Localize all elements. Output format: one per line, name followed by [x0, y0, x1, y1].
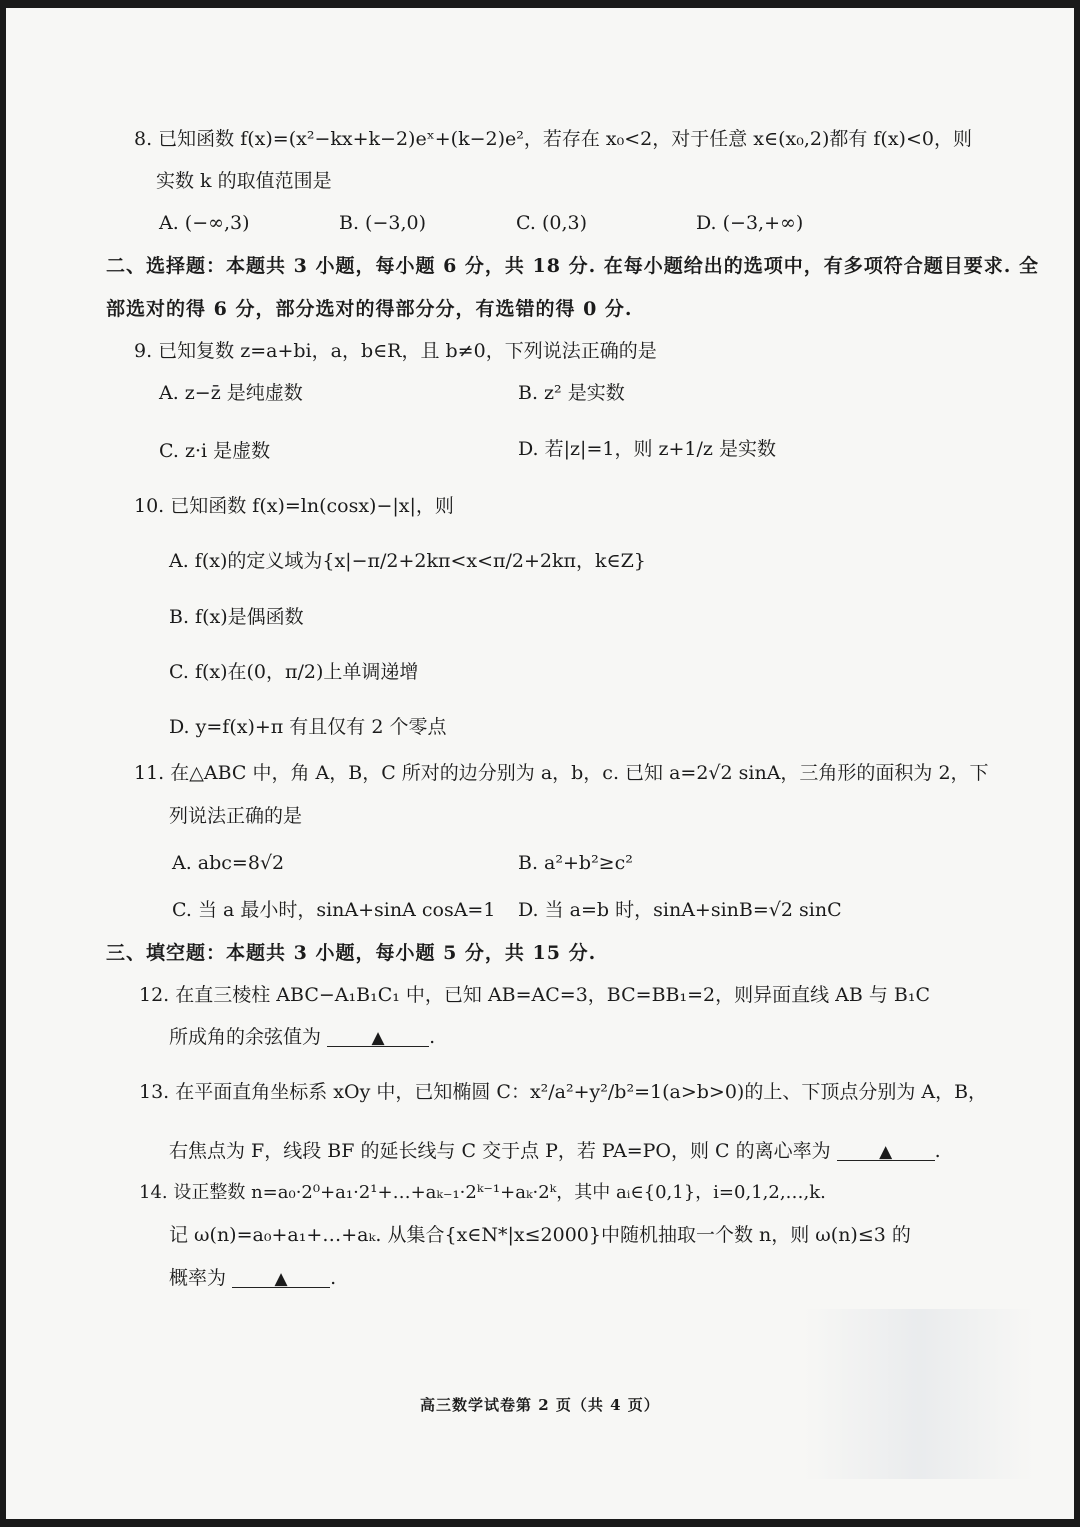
q8-line1: 8. 已知函数 f(x)=(x²−kx+k−2)eˣ+(k−2)e²，若存在 x₀<2，对于任意 x∈(x₀,2)都有 f(x)<0，则 — [134, 128, 972, 150]
triangle-marker-icon: ▲ — [371, 1028, 385, 1048]
q10-option-a: A. f(x)的定义域为{x|−π/2+2kπ<x<π/2+2kπ，k∈Z} — [169, 550, 646, 572]
q13-line2 — [169, 1138, 941, 1164]
q14-line3 — [169, 1265, 336, 1291]
period: . — [934, 1140, 941, 1162]
q11-line2: 列说法正确的是 — [169, 805, 303, 827]
q9-option-b: B. z² 是实数 — [518, 382, 625, 404]
period: . — [330, 1267, 337, 1289]
answer-blank — [837, 1138, 935, 1161]
q10-option-c: C. f(x)在(0，π/2)上单调递增 — [169, 661, 419, 683]
q8-option-c: C. (0,3) — [516, 212, 587, 234]
section2-heading-line2: 部选对的得 6 分，部分选对的得部分分，有选错的得 0 分. — [106, 298, 633, 320]
q8-option-a: A. (−∞,3) — [159, 212, 250, 234]
triangle-marker-icon: ▲ — [879, 1142, 893, 1162]
q8-option-d: D. (−3,+∞) — [696, 212, 804, 234]
q14-line2: 记 ω(n)=a₀+a₁+…+aₖ. 从集合{x∈N*|x≤2000}中随机抽取一个数 n，则 ω(n)≤3 的 — [169, 1224, 911, 1246]
q10-stem: 10. 已知函数 f(x)=ln(cosx)−|x|，则 — [134, 495, 454, 517]
answer-blank — [232, 1265, 330, 1288]
q9-stem: 9. 已知复数 z=a+bi，a，b∈R，且 b≠0，下列说法正确的是 — [134, 340, 657, 362]
scan-glare — [804, 1309, 1034, 1479]
q14-line3-text: 概率为 — [169, 1267, 227, 1289]
q10-option-d: D. y=f(x)+π 有且仅有 2 个零点 — [169, 716, 447, 738]
q11-option-d: D. 当 a=b 时，sinA+sinB=√2 sinC — [518, 899, 842, 921]
q11-option-a: A. abc=8√2 — [172, 852, 285, 874]
triangle-marker-icon: ▲ — [274, 1269, 288, 1289]
q10-option-b: B. f(x)是偶函数 — [169, 606, 304, 628]
q12-line2 — [169, 1024, 435, 1050]
q9-option-c: C. z·i 是虚数 — [159, 440, 271, 462]
q11-option-c: C. 当 a 最小时，sinA+sinA cosA=1 — [172, 899, 496, 921]
q8-option-b: B. (−3,0) — [339, 212, 427, 234]
q9-option-a: A. z−z̄ 是纯虚数 — [159, 382, 303, 404]
q12-line1: 12. 在直三棱柱 ABC−A₁B₁C₁ 中，已知 AB=AC=3，BC=BB₁=2，则异面直线 AB 与 B₁C — [139, 984, 931, 1006]
page-footer: 高三数学试卷第 2 页（共 4 页） — [420, 1396, 660, 1414]
q12-line2-text: 所成角的余弦值为 — [169, 1026, 322, 1048]
q14-line1: 14. 设正整数 n=a₀·2⁰+a₁·2¹+…+aₖ₋₁·2ᵏ⁻¹+aₖ·2ᵏ，其中 aᵢ∈{0,1}，i=0,1,2,…,k. — [139, 1182, 826, 1203]
q11-option-b: B. a²+b²≥c² — [518, 852, 633, 874]
q13-line1: 13. 在平面直角坐标系 xOy 中，已知椭圆 C：x²/a²+y²/b²=1(a>b>0)的上、下顶点分别为 A，B， — [139, 1081, 988, 1103]
period: . — [429, 1026, 436, 1048]
exam-page — [6, 8, 1074, 1519]
q11-line1: 11. 在△ABC 中，角 A，B，C 所对的边分别为 a，b，c. 已知 a=2√2 sinA，三角形的面积为 2，下 — [134, 762, 989, 784]
section3-heading: 三、填空题：本题共 3 小题，每小题 5 分，共 15 分. — [106, 942, 597, 964]
q9-option-d: D. 若|z|=1，则 z+1/z 是实数 — [518, 438, 776, 460]
answer-blank — [327, 1024, 429, 1047]
section2-heading-line1: 二、选择题：本题共 3 小题，每小题 6 分，共 18 分. 在每小题给出的选项中，有多项符合题目要求. 全 — [106, 255, 1040, 277]
q8-line2: 实数 k 的取值范围是 — [156, 170, 332, 192]
q13-line2-text: 右焦点为 F，线段 BF 的延长线与 C 交于点 P，若 PA=PO，则 C 的离心率为 — [169, 1140, 831, 1162]
